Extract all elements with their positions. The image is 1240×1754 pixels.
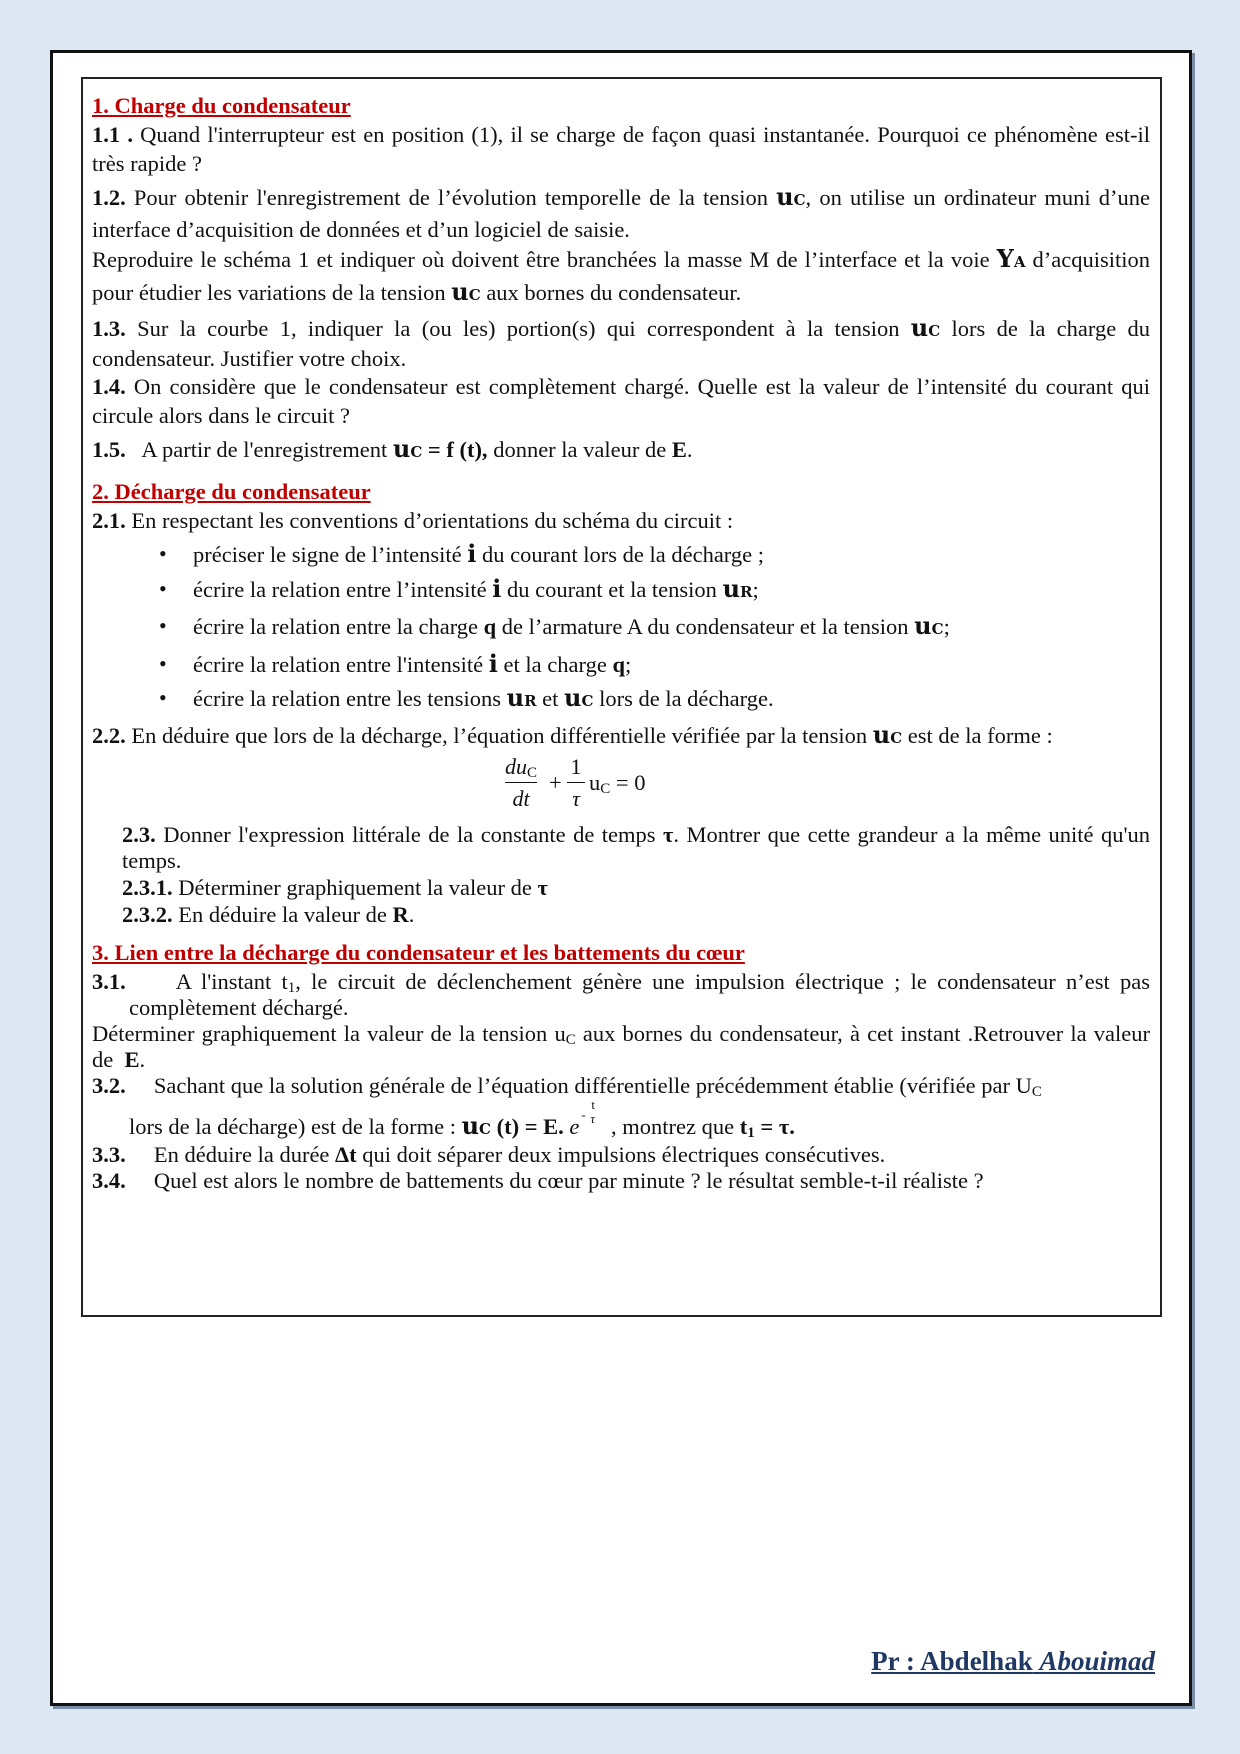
q2-2: 2.2. En déduire que lors de la décharge, l’équation différentielle vérifiée par la tension uC est de la forme : bbox=[92, 719, 1053, 749]
q1-1: 1.1 . Quand l'interrupteur est en position (1), il se charge de façon quasi instantanée. Pourquoi ce phénomène est-il très rapide ? bbox=[92, 122, 1150, 176]
q1-3: 1.3. Sur la courbe 1, indiquer la (ou les) portion(s) qui correspondent à la tension uC lors de la charge du condensateur. Justifier votre choix. bbox=[92, 313, 1151, 371]
section1-title: 1. Charge du condensateur bbox=[92, 93, 351, 118]
fraction-duc-dt: $du_C$ dt bbox=[505, 752, 537, 815]
fraction-1-tau: $\frac{1}{\tau}$ bbox=[567, 752, 585, 815]
q3-2-b: lors de la décharge) est de la forme : uC (t) = E. e - t τ , montrez que $t_1 = \tau$. bbox=[129, 1096, 795, 1141]
differential-equation: $du_C$ dt + $\frac{1}{\tau}$ $u_C = 0$ bbox=[92, 752, 1150, 822]
list-item: • préciser le signe de l’intensité i du courant lors de la décharge ; bbox=[193, 537, 1150, 572]
q3-2: 3.2. Sachant que la solution générale de l’équation différentielle précédemment établie (vérifiée par $U_C$ bbox=[92, 1072, 1042, 1100]
q1-2-b: Reproduire le schéma 1 et indiquer où doivent être branchées la masse M de l’interface et la voie YA d’acquisition pour étudier les variations de la tension uC aux bornes du condensateur. bbox=[92, 244, 1151, 306]
q3-1-b: Déterminer graphiquement la valeur de la tension $u_C$ aux bornes du condensateur, à cet instant .Retrouver la valeur de E. bbox=[92, 1020, 1151, 1072]
list-item: • écrire la relation entre la charge q de l’armature A du condensateur et la tension uC; bbox=[193, 609, 1150, 647]
list-item: • écrire la relation entre l’intensité i du courant et la tension uR; bbox=[193, 572, 1150, 610]
q2-3-1: 2.3.1. Déterminer graphiquement la valeur de τ bbox=[122, 874, 548, 900]
q1-2: 1.2. Pour obtenir l'enregistrement de l’évolution temporelle de la tension uC, on utilise un ordinateur muni d’une interface d’acquisition de données et d’un logiciel de saisie. bbox=[92, 182, 1151, 242]
q3-4: 3.4. Quel est alors le nombre de battements du cœur par minute ? le résultat semble-t-il réaliste ? bbox=[92, 1167, 984, 1193]
q3-3: 3.3. En déduire la durée Δt qui doit séparer deux impulsions électriques consécutives. bbox=[92, 1141, 886, 1167]
q1-4: 1.4. On considère que le condensateur est complètement chargé. Quelle est la valeur de l’intensité du courant qui circule alors dans le circuit ? bbox=[92, 374, 1151, 428]
q1-5: 1.5. A partir de l'enregistrement uC = f (t), donner la valeur de E. bbox=[92, 434, 693, 463]
author-signature: Pr : Abdelhak Abouimad bbox=[871, 1646, 1155, 1676]
q2-1: 2.1. En respectant les conventions d’orientations du schéma du circuit : bbox=[92, 508, 734, 533]
q2-1-list bbox=[92, 537, 1150, 719]
q2-3-2: 2.3.2. En déduire la valeur de R. bbox=[122, 901, 415, 927]
section3-title: 3. Lien entre la décharge du condensateur et les battements du cœur bbox=[92, 939, 745, 965]
section2-title: 2. Décharge du condensateur bbox=[92, 479, 371, 504]
page-frame bbox=[50, 50, 1192, 1706]
exercise-box bbox=[81, 77, 1162, 1317]
q3-1: 3.1. A l'instant $t_1$, le circuit de déclenchement génère une impulsion électrique ; le condensateur n’est pas complètement déchargé. bbox=[92, 968, 1150, 1020]
list-item: • écrire la relation entre l'intensité i et la charge q; bbox=[193, 647, 1150, 682]
list-item: • écrire la relation entre les tensions uR et uC lors de la décharge. bbox=[193, 681, 1150, 719]
q2-3: 2.3. Donner l'expression littérale de la constante de temps τ. Montrer que cette grandeur a la même unité qu'un temps. bbox=[122, 821, 1151, 873]
